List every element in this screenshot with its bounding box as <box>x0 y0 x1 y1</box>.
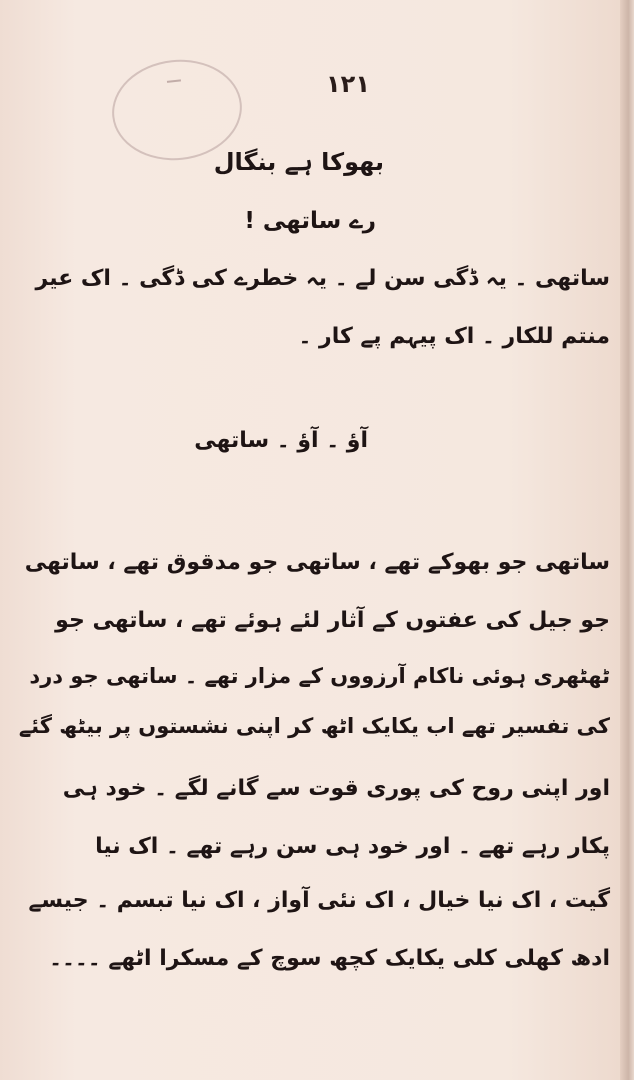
poem-title: بھوکا ہے بنگال <box>213 148 384 176</box>
paragraph-line-3: ٹھٹھری ہوئی ناکام آرزووں کے مزار تھے ۔ ساتھی جو درد <box>29 664 610 688</box>
paragraph-line-6: پکار رہے تھے ۔ اور خود ہی سن رہے تھے ۔ اک نیا <box>95 834 610 859</box>
stamp-line-3 <box>112 84 237 97</box>
page-number: ۱۲۱ <box>326 70 370 98</box>
stamp-line-1 <box>110 66 235 79</box>
stamp-line-2 <box>167 79 181 82</box>
stanza-line-2: منتم للکار ۔ اک پیہم پے کار ۔ <box>298 324 610 349</box>
paragraph-line-5: اور اپنی روح کی پوری قوت سے گانے لگے ۔ خود ہی <box>62 776 610 801</box>
paragraph-line-2: جو جیل کی عفتوں کے آثار لئے ہوئے تھے ، ساتھی جو <box>55 608 610 633</box>
paragraph-line-7: گیت ، اک نیا خیال ، اک نئی آواز ، اک نیا تبسم ۔ جیسے <box>28 888 610 913</box>
stanza-line-1: ساتھی ۔ یہ ڈگی سن لے ۔ یہ خطرے کی ڈگی ۔ اک عیر <box>35 266 610 291</box>
page-spine-edge <box>620 0 634 1080</box>
paragraph-line-4: کی تفسیر تھے اب یکایک اٹھ کر اپنی نشستوں پر بیٹھ گئے <box>18 714 610 738</box>
refrain-line: آؤ ۔ آؤ ۔ ساتھی <box>194 428 368 453</box>
paragraph-line-8: ادھ کھلی کلی یکایک کچھ سوچ کے مسکرا اٹھے ۔۔۔۔ <box>49 946 610 971</box>
paragraph-line-1: ساتھی جو بھوکے تھے ، ساتھی جو مدقوق تھے ، ساتھی <box>24 550 610 575</box>
poem-subtitle: رے ساتھی ! <box>244 208 376 234</box>
